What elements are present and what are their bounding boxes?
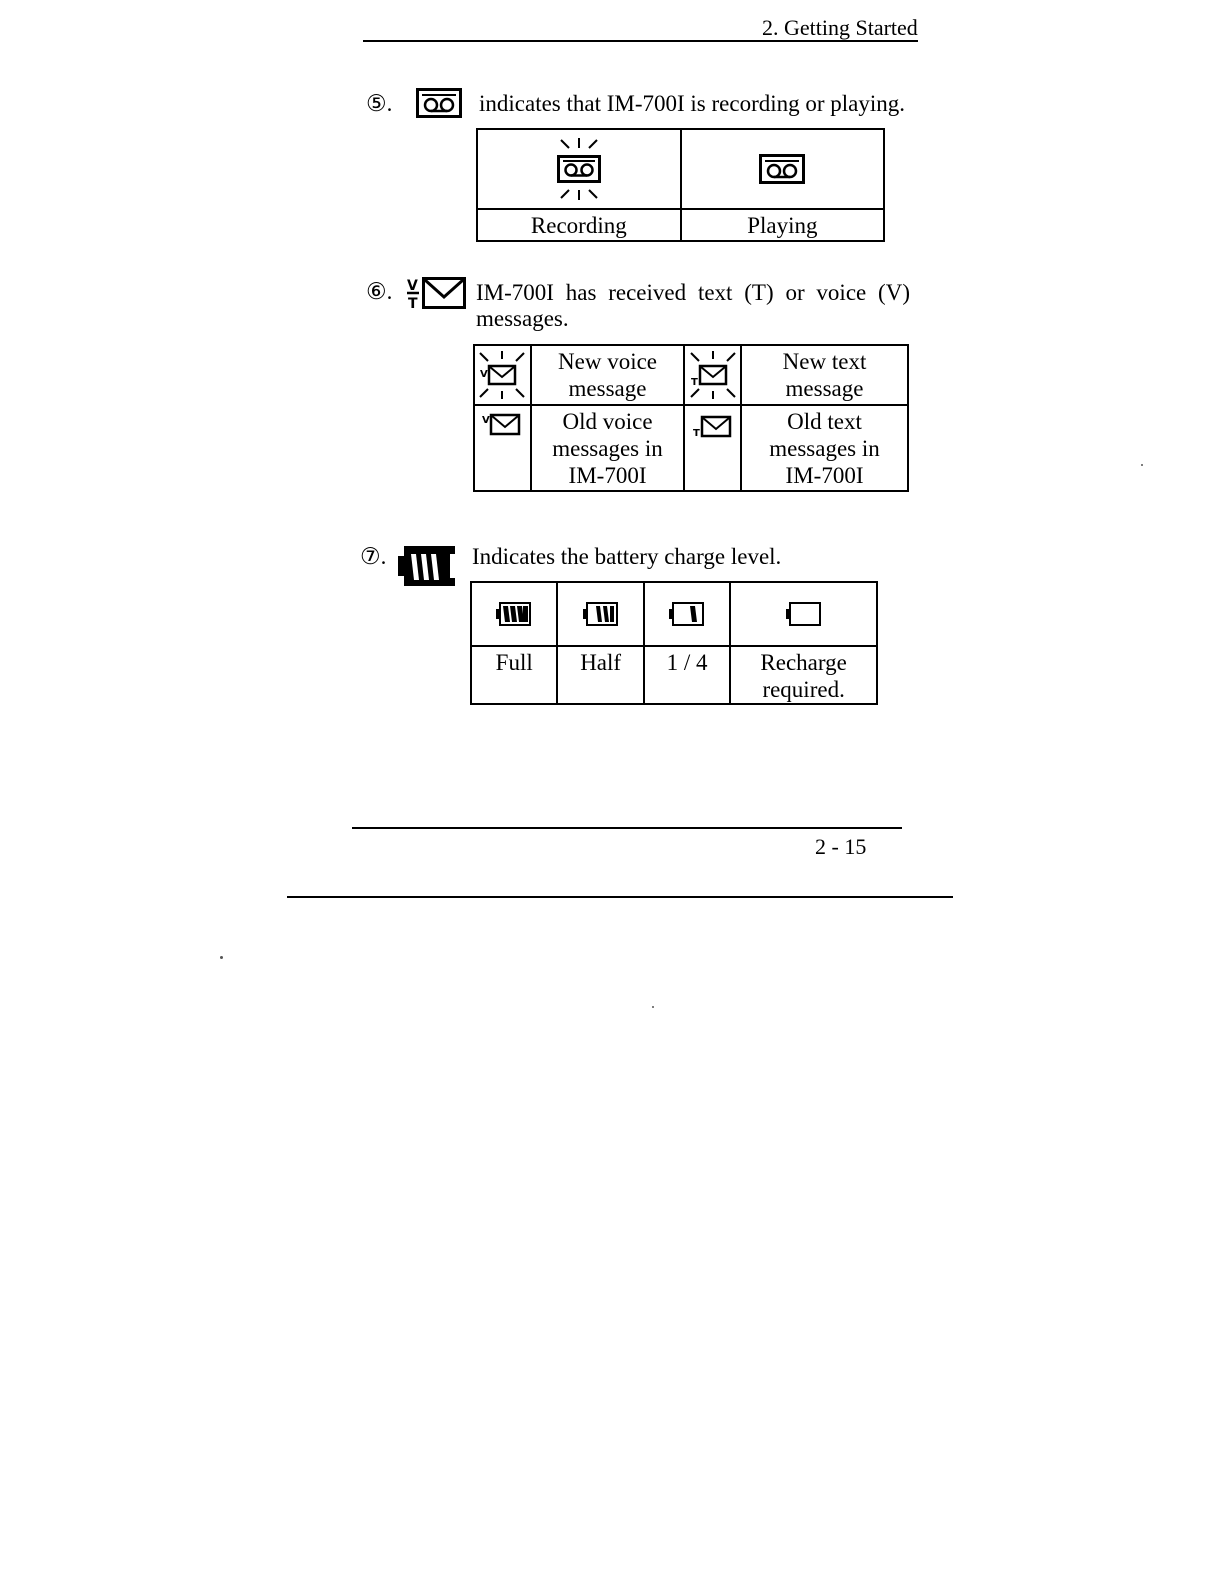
item-6-description-line1: [476, 279, 910, 307]
playing-label: Playing: [681, 209, 884, 241]
text-envelope-icon: [691, 414, 735, 438]
battery-recharge-cell: [730, 646, 877, 704]
battery-quarter-label: 1 / 4: [644, 646, 730, 704]
svg-text:V: V: [480, 369, 489, 380]
battery-full-label: Full: [471, 646, 557, 704]
battery-full-icon: [396, 544, 458, 590]
new-voice-line1: New voice: [558, 349, 658, 374]
item-7-description: Indicates the battery charge level.: [472, 544, 782, 569]
battery-empty-cell: [730, 582, 877, 646]
voice-envelope-icon: [480, 412, 524, 436]
svg-text:T: T: [692, 428, 700, 438]
text-envelope-flashing-icon: [687, 349, 739, 401]
battery-half-cell: [557, 582, 643, 646]
recording-icon-cell: [477, 129, 681, 209]
item-7-numeral: ⑦.: [360, 544, 387, 569]
battery-recharge-line2: required.: [762, 677, 845, 702]
header-rule: [363, 40, 918, 42]
battery-half-label: Half: [557, 646, 643, 704]
old-text-icon-cell: [684, 405, 741, 491]
svg-text:T: T: [690, 377, 698, 388]
old-voice-line3: IM-700I: [568, 463, 647, 488]
page-number: 2 - 15: [815, 834, 867, 859]
svg-text:V: V: [482, 415, 491, 426]
new-text-line1: New text: [782, 349, 867, 374]
svg-text:T: T: [408, 296, 418, 311]
new-text-line2: message: [785, 376, 864, 401]
battery-recharge-line1: Recharge: [760, 650, 847, 675]
voice-envelope-flashing-icon: [476, 349, 528, 401]
old-text-line3: IM-700I: [785, 463, 864, 488]
cassette-tape-icon: [759, 154, 805, 184]
battery-empty-icon: [785, 601, 823, 627]
old-voice-line2: messages in: [552, 436, 663, 461]
footer-rule: [352, 827, 902, 829]
new-voice-line2: message: [568, 376, 647, 401]
old-voice-icon-cell: [474, 405, 531, 491]
section-header: 2. Getting Started: [762, 15, 918, 40]
page-edge-rule: [287, 896, 953, 898]
scan-speck: [1141, 464, 1143, 466]
cassette-tape-icon: [416, 88, 462, 118]
item-5-description: indicates that IM-700I is recording or playing.: [479, 91, 906, 116]
playing-icon-cell: [681, 129, 884, 209]
recording-label: Recording: [477, 209, 681, 241]
scan-speck: [652, 1006, 654, 1008]
battery-level-table: [470, 581, 878, 705]
cassette-tape-flashing-icon: [539, 134, 619, 204]
battery-half-icon: [582, 601, 620, 627]
message-status-table: [473, 344, 909, 492]
battery-full-icon: [495, 601, 533, 627]
new-text-icon-cell: [684, 345, 741, 405]
battery-quarter-icon: [668, 601, 706, 627]
svg-text:V: V: [407, 278, 418, 294]
battery-full-cell: [471, 582, 557, 646]
old-voice-line1: Old voice: [562, 409, 653, 434]
item-5-numeral: ⑤.: [366, 91, 393, 116]
new-voice-message-cell: [531, 345, 684, 405]
scan-speck: [220, 956, 223, 959]
item-6-numeral: ⑥.: [366, 279, 393, 304]
item-6-description-line1-text: IM-700I has received text (T) or voice (V): [476, 280, 910, 305]
old-text-line2: messages in: [769, 436, 880, 461]
voice-text-envelope-icon: [406, 275, 468, 311]
item-6-description-line2: messages.: [476, 306, 569, 331]
battery-quarter-cell: [644, 582, 730, 646]
old-voice-message-cell: [531, 405, 684, 491]
old-text-message-cell: [741, 405, 908, 491]
recording-status-table: [476, 128, 885, 242]
new-text-message-cell: [741, 345, 908, 405]
new-voice-icon-cell: [474, 345, 531, 405]
old-text-line1: Old text: [787, 409, 862, 434]
